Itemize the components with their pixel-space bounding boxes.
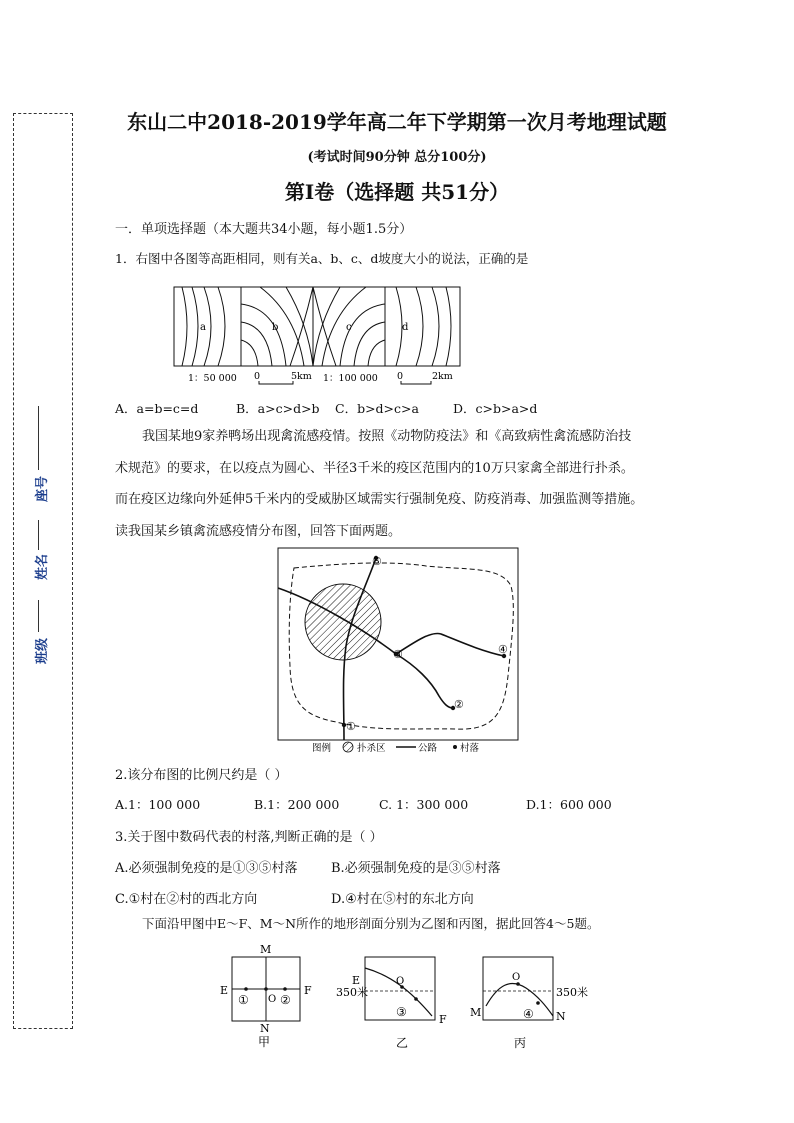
yi-h: 350米: [336, 986, 368, 999]
q2-stem: 2.该分布图的比例尺约是（ ）: [115, 768, 288, 783]
q2-option-c[interactable]: C. 1：300 000: [379, 797, 469, 812]
seat-blank: [38, 406, 39, 470]
bing-M: M: [470, 1006, 482, 1019]
legend-cull: 扑杀区: [357, 743, 386, 754]
q3-option-b[interactable]: B.必须强制免疫的是③⑤村落: [331, 861, 501, 876]
passage1-line4: 读我国某乡镇禽流感疫情分布图，回答下面两题。: [115, 524, 402, 539]
label-c: c: [346, 322, 352, 333]
jia-point1: ①: [238, 993, 249, 1007]
bing-O: O: [512, 972, 521, 983]
scale-2-zero: 0: [254, 371, 261, 382]
bing-point4: ④: [523, 1007, 534, 1021]
q2-option-a[interactable]: A.1：100 000: [115, 797, 201, 812]
bing-caption: 丙: [514, 1036, 527, 1050]
label-b: b: [272, 322, 279, 333]
q1-stem: 1．右图中各图等高距相同，则有关a、b、c、d坡度大小的说法，正确的是: [115, 251, 529, 266]
bing-h: 350米: [556, 986, 588, 999]
profile-figures: [210, 940, 620, 1055]
q1-option-d[interactable]: D．c>b>a>d: [453, 401, 538, 416]
passage2: 下面沿甲图中E～F、M～N所作的地形剖面分别为乙图和丙图，据此回答4～5题。: [142, 916, 600, 931]
scale-4-end: 2km: [432, 371, 453, 382]
jia-caption: 甲: [258, 1035, 271, 1049]
q3-stem: 3.关于图中数码代表的村落,判断正确的是（ ）: [115, 830, 383, 845]
name-blank: [38, 520, 39, 550]
village-4: ④: [498, 643, 508, 656]
passage1-line2: 术规范》的要求，在以疫点为圆心、半径3千米的疫区范围内的10万只家禽全部进行扑杀。: [115, 461, 634, 476]
scale-3: 1：100 000: [323, 373, 378, 384]
label-a: a: [200, 322, 206, 333]
jia-N: N: [260, 1022, 270, 1035]
name-label: 姓名: [35, 553, 50, 580]
scale-2-end: 5km: [291, 371, 312, 382]
jia-O: O: [268, 994, 277, 1005]
legend-title: 图例: [312, 743, 332, 754]
yi-caption: 乙: [396, 1036, 409, 1050]
q1-option-c[interactable]: C．b>d>c>a: [335, 401, 419, 416]
exam-subtitle: (考试时间90分钟 总分100分): [307, 150, 487, 165]
exam-title: 东山二中2018-2019学年高二年下学期第一次月考地理试题: [127, 110, 667, 134]
class-blank: [38, 600, 39, 632]
figure-jia: [232, 957, 300, 1021]
legend-village: 村落: [460, 743, 480, 754]
q2-option-b[interactable]: B.1：200 000: [254, 797, 340, 812]
q3-option-d[interactable]: D.④村在⑤村的东北方向: [331, 892, 474, 907]
village-5: ⑤: [372, 555, 382, 568]
bing-N: N: [556, 1010, 566, 1023]
jia-F: F: [304, 984, 312, 997]
passage1-line3: 而在疫区边缘向外延伸5千米内的受威胁区域需实行强制免疫、防疫消毒、加强监测等措施。: [115, 492, 644, 507]
village-2: ②: [454, 698, 464, 711]
q1-option-b[interactable]: B．a>c>d>b: [236, 401, 320, 416]
jia-E: E: [220, 984, 229, 997]
yi-E: E: [352, 974, 361, 987]
village-1: ①: [346, 720, 356, 733]
legend-road: 公路: [418, 743, 438, 754]
scale-1: 1：50 000: [188, 373, 237, 384]
figure-bing: [483, 957, 553, 1020]
passage1-line1: 我国某地9家养鸭场出现禽流感疫情。按照《动物防疫法》和《高致病性禽流感防治技: [142, 429, 632, 444]
q3-option-c[interactable]: C.①村在②村的西北方向: [115, 892, 258, 907]
village-3: ③: [393, 648, 403, 661]
q1-option-a[interactable]: A．a=b=c=d: [115, 401, 199, 416]
scale-4-zero: 0: [397, 371, 404, 382]
q1-contour-figure: [170, 284, 465, 390]
yi-point3: ③: [396, 1005, 407, 1019]
part-heading: 一．单项选择题（本大题共34小题，每小题1.5分）: [115, 222, 413, 237]
seat-label: 座号: [35, 475, 50, 502]
epidemic-map: [276, 546, 521, 758]
yi-O: O: [396, 976, 405, 987]
class-label: 班级: [35, 637, 50, 664]
yi-F: F: [439, 1013, 447, 1026]
q2-option-d[interactable]: D.1：600 000: [526, 797, 612, 812]
q3-option-a[interactable]: A.必须强制免疫的是①③⑤村落: [115, 861, 298, 876]
label-d: d: [402, 322, 409, 333]
jia-M: M: [260, 943, 272, 956]
jia-point2: ②: [280, 993, 291, 1007]
cull-zone: [305, 584, 381, 660]
section-title: 第Ⅰ卷（选择题 共51分）: [284, 180, 510, 204]
